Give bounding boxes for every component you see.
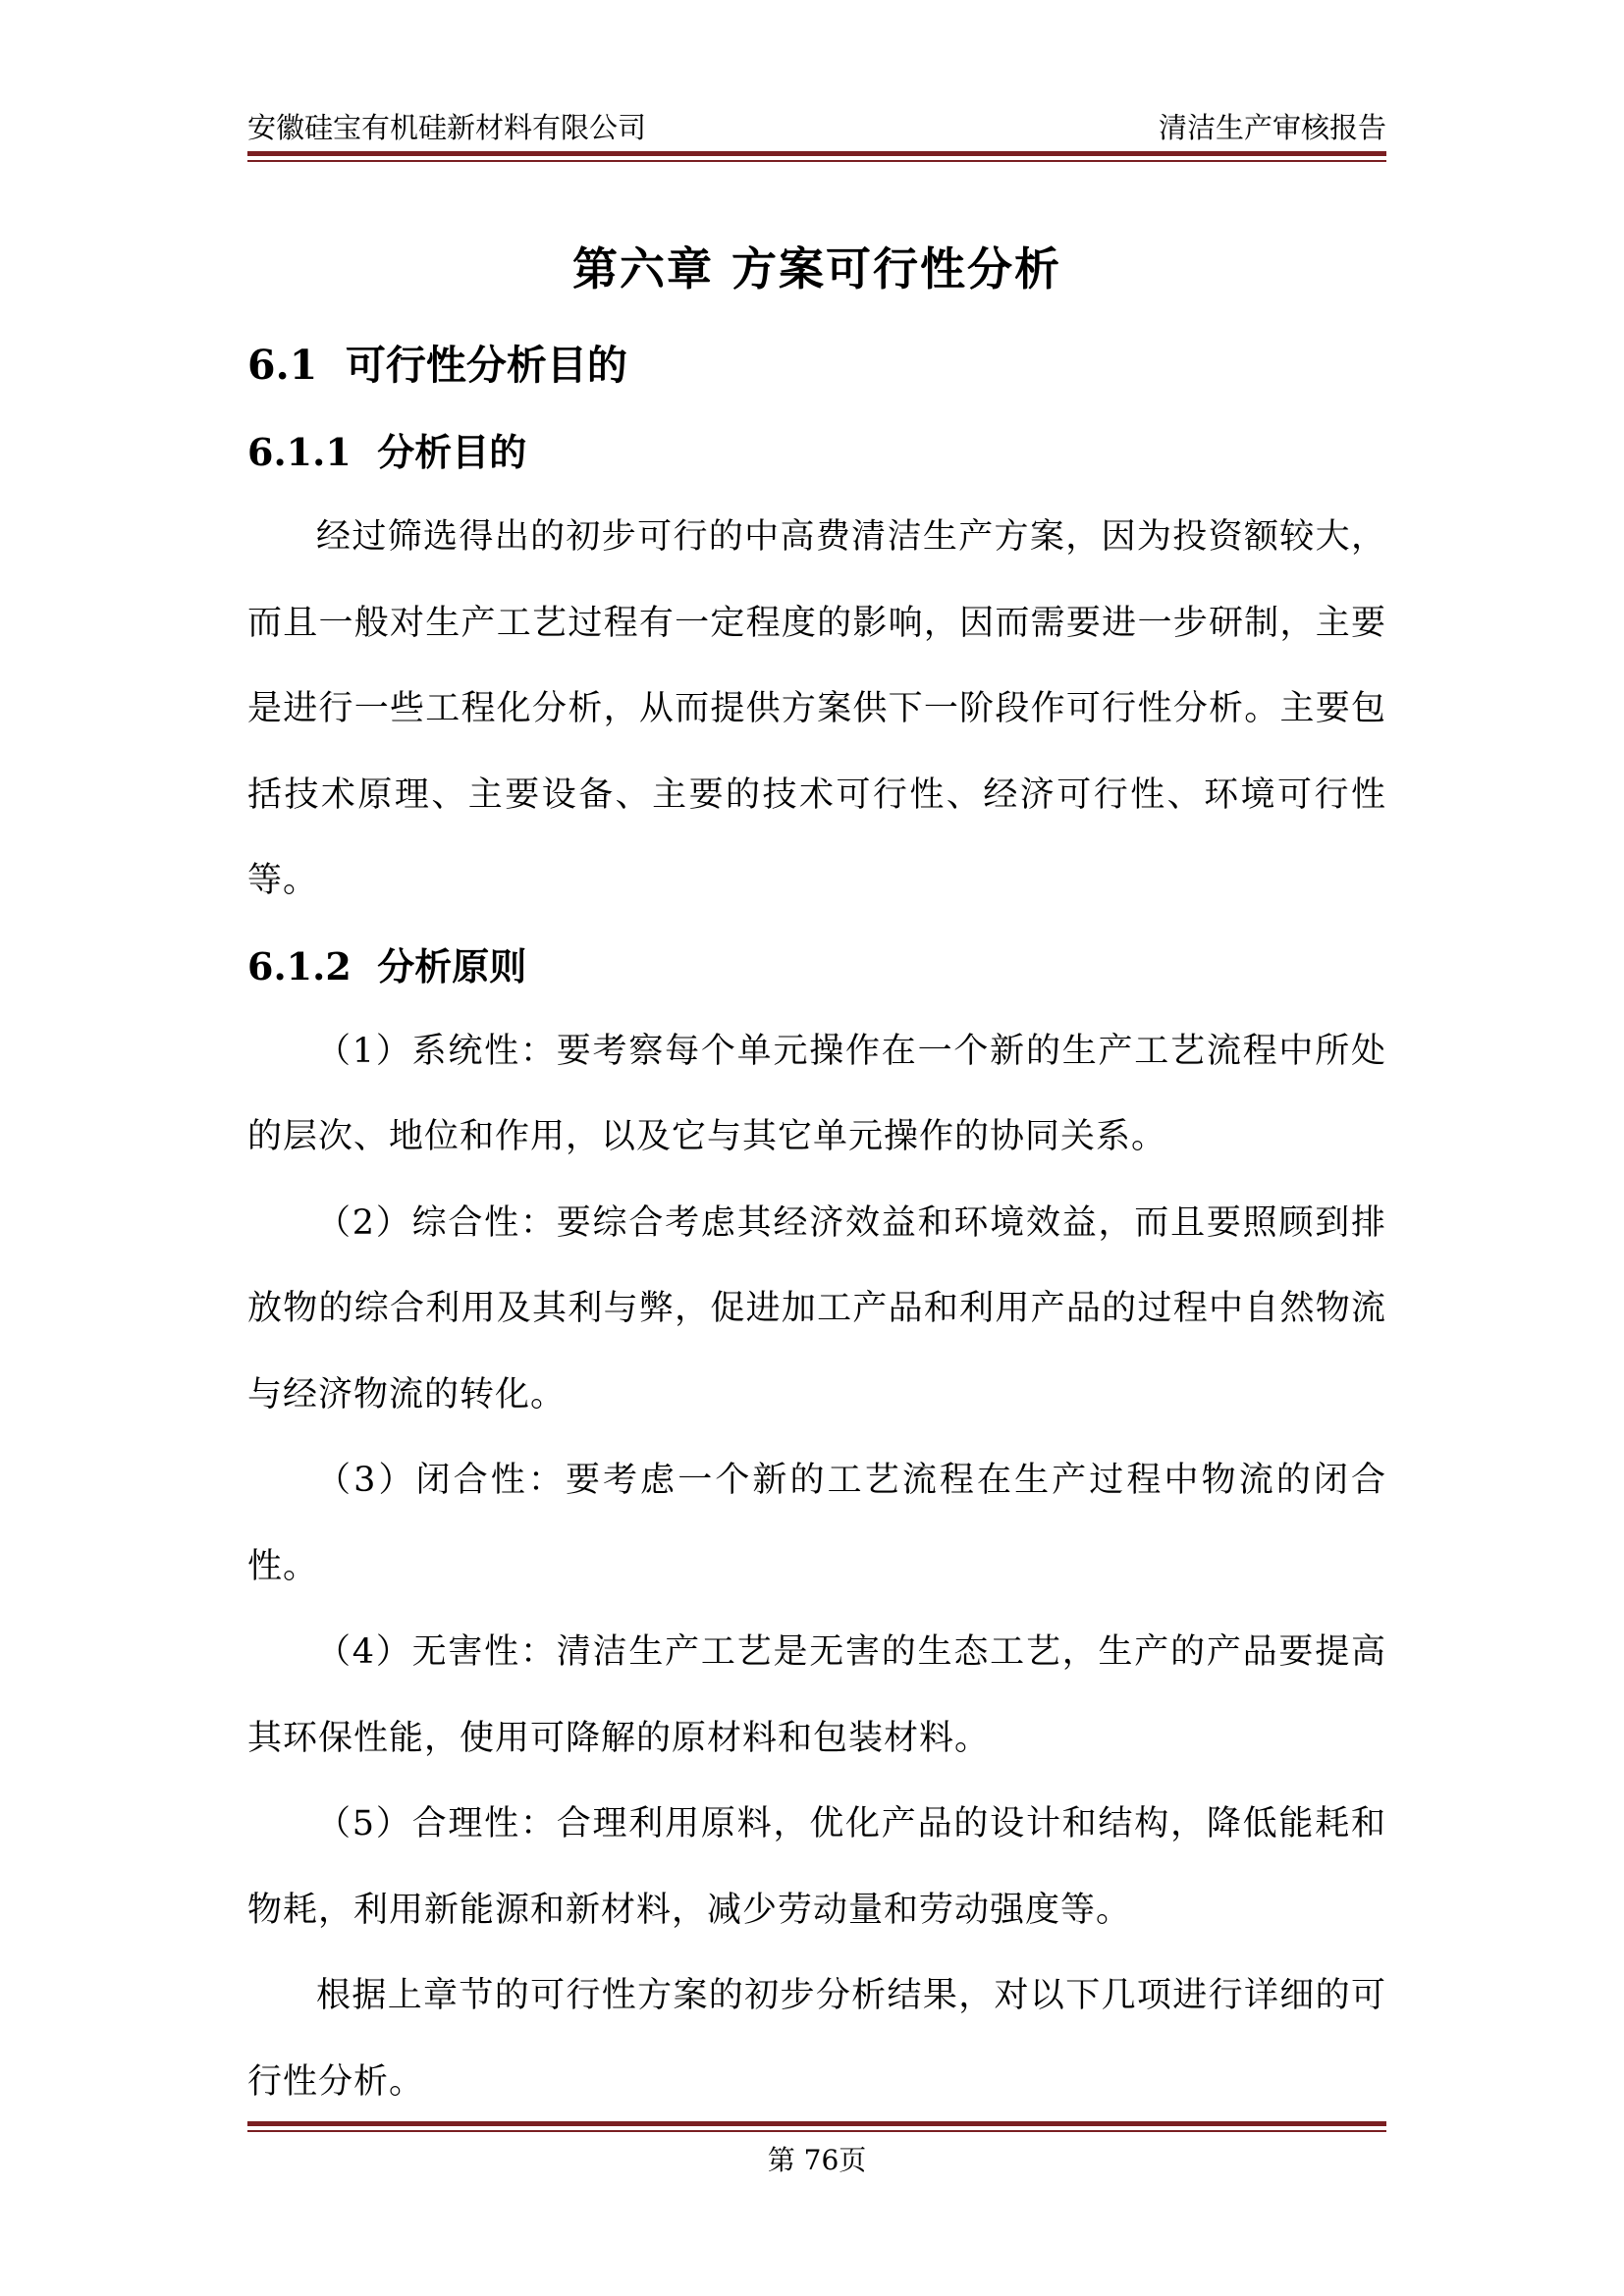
section-title: 可行性分析目的 [345, 342, 627, 389]
section-heading-6-1 [247, 320, 1386, 410]
paragraph-purpose: 经过筛选得出的初步可行的中高费清洁生产方案，因为投资额较大，而且一般对生产工艺过程有一定程度的影响，因而需要进一步研制，主要是进行一些工程化分析，从而提供方案供下一阶段作可行性分析。主要包括技术原理、主要设备、主要的技术可行性、经济可行性、环境可行性等。 [247, 517, 1386, 900]
principle-closure: （3）闭合性：要考虑一个新的工艺流程在生产过程中物流的闭合性。 [247, 1461, 1386, 1586]
header-rule-thick [247, 151, 1386, 156]
principle-systematic: （1）系统性：要考察每个单元操作在一个新的生产工艺流程中所处的层次、地位和作用，以及它与其它单元操作的协同关系。 [247, 1031, 1386, 1156]
page-body [247, 224, 1386, 2125]
subsection-title: 分析目的 [377, 431, 527, 474]
principle-rational: （5）合理性：合理利用原料，优化产品的设计和结构，降低能耗和物耗，利用新能源和新材料，减少劳动量和劳动强度等。 [247, 1804, 1386, 1930]
principle-comprehensive: （2）综合性：要综合考虑其经济效益和环境效益，而且要照顾到排放物的综合利用及其利与弊，促进加工产品和利用产品的过程中自然物流与经济物流的转化。 [247, 1202, 1386, 1415]
footer-rule-thick [247, 2121, 1386, 2126]
subsection-number: 6.1.2 [247, 943, 352, 988]
subsection-heading-6-1-1 [247, 410, 1386, 495]
paragraph-conclusion: 根据上章节的可行性方案的初步分析结果，对以下几项进行详细的可行性分析。 [247, 1976, 1386, 2102]
footer-rule-thin [247, 2130, 1386, 2132]
header-rule-thin [247, 160, 1386, 162]
subsection-title: 分析原则 [377, 944, 527, 988]
header-company-name: 安徽硅宝有机硅新材料有限公司 [247, 111, 647, 144]
header-report-type: 清洁生产审核报告 [1158, 111, 1386, 144]
page-header [247, 110, 1386, 145]
principle-harmless: （4）无害性：清洁生产工艺是无害的生态工艺，生产的产品要提高其环保性能，使用可降解的原材料和包装材料。 [247, 1632, 1386, 1758]
page-number: 第 76页 [767, 2144, 867, 2176]
section-number: 6.1 [247, 342, 318, 389]
chapter-title: 第六章 方案可行性分析 [571, 242, 1061, 295]
subsection-heading-6-1-2 [247, 925, 1386, 1009]
subsection-number: 6.1.1 [247, 430, 352, 474]
